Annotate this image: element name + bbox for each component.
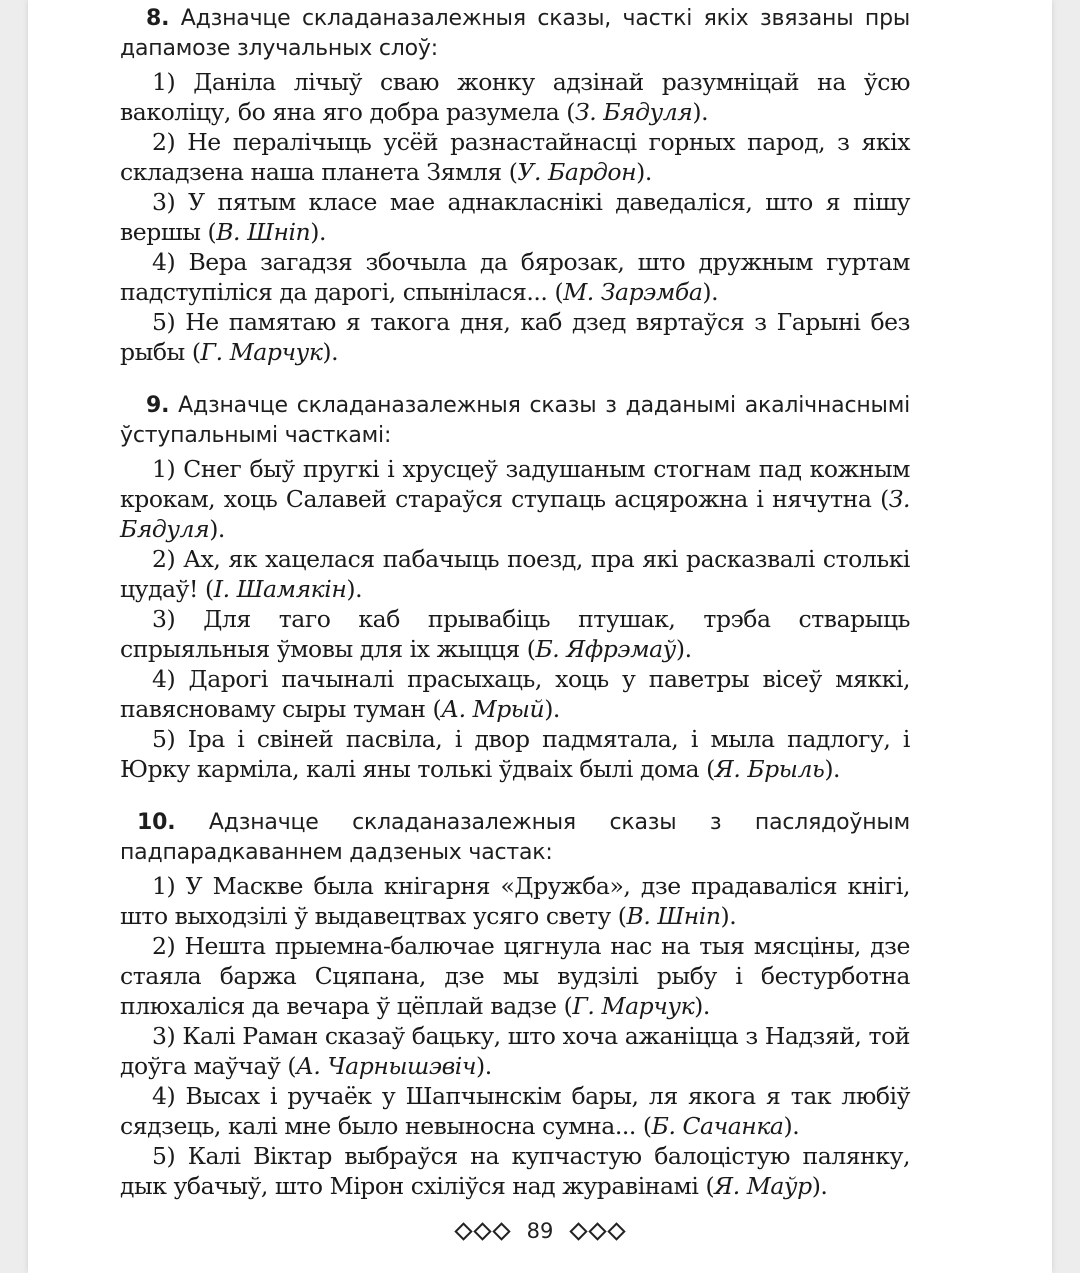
item-author: А. Мрый [441, 695, 545, 723]
item-text: 2) Ах, як хацелася пабачыць поезд, пра які расказвалі столькі цудаў! ( [120, 545, 910, 603]
item-end: ). [720, 902, 737, 930]
page-content [120, 4, 910, 1201]
item-author: Б. Яфрэмаў [535, 635, 676, 663]
item-text: 2) Нешта прыемна-балючае цягнула нас на тыя мясціны, дзе стаяла баржа Сцяпана, дзе мы вудзілі рыбу і бестурботна плюхаліся да вечара ў цёплай вадзе ( [120, 932, 910, 1020]
item-text: 1) У Маскве была кнігарня «Дружба», дзе прадаваліся кнігі, што выходзілі ў выдавецтвах усяго свету ( [120, 872, 910, 930]
diamond-icon [492, 1222, 510, 1240]
book-page [28, 0, 1052, 1273]
item-author: Г. Марчук [200, 338, 323, 366]
item-author: З. Бядуля [120, 485, 910, 543]
list-item [120, 247, 910, 307]
item-text: 1) Даніла лічыў сваю жонку адзінай разумніцай на ўсю ваколіцу, бо яна яго добра разумела ( [120, 68, 910, 126]
item-end: ). [783, 1112, 800, 1140]
page-footer [28, 1216, 1052, 1246]
item-text: 2) Не пералічыць усёй разнастайнасці горных парод, з якіх складзена наша планета Зямля ( [120, 128, 910, 186]
item-end: ). [702, 278, 719, 306]
item-text: 5) Не памятаю я такога дня, каб дзед вяртаўся з Гарыні без рыбы ( [120, 308, 910, 366]
diamond-icon [473, 1222, 491, 1240]
list-item [120, 931, 910, 1021]
item-author: М. Зарэмба [563, 278, 703, 306]
task-8 [120, 4, 910, 367]
diamond-icon [570, 1222, 588, 1240]
list-item [120, 454, 910, 544]
list-item [120, 127, 910, 187]
item-end: ). [209, 515, 225, 543]
item-end: ). [694, 992, 710, 1020]
item-author: А. Чарнышэвіч [296, 1052, 477, 1080]
list-item [120, 724, 910, 784]
item-text: 3) Калі Раман сказаў бацьку, што хоча ажаніцца з Надзяй, той доўга маўчаў ( [120, 1022, 910, 1080]
list-item [120, 1021, 910, 1081]
item-author: З. Бядуля [575, 98, 693, 126]
diamond-icon [454, 1222, 472, 1240]
item-author: Г. Марчук [572, 992, 695, 1020]
task-number: 8. [146, 6, 170, 31]
item-text: 4) Вера загадзя збочыла да бярозак, што дружным гуртам падступіліся да дарогі, спынілася... ( [120, 248, 910, 306]
list-item [120, 664, 910, 724]
item-end: ). [824, 755, 841, 783]
item-author: В. Шніп [216, 218, 311, 246]
diamond-ornament-icon [454, 1225, 511, 1238]
item-author: І. Шамякін [213, 575, 347, 603]
item-text: 4) Высах і ручаёк у Шапчынскім бары, ля якога я так любіў сядзець, калі мне было невыносна сумна... ( [120, 1082, 910, 1140]
item-text: 5) Іра і свіней пасвіла, і двор падмятала, і мыла падлогу, і Юрку карміла, калі яны толькі ўдваіх былі дома ( [120, 725, 910, 783]
item-end: ). [811, 1172, 828, 1200]
diamond-icon [589, 1222, 607, 1240]
item-author: В. Шніп [626, 902, 721, 930]
item-text: 4) Дарогі пачыналі прасыхаць, хоць у паветры вісеў мяккі, павясноваму сыры туман ( [120, 665, 910, 723]
item-text: 5) Калі Віктар выбраўся на купчастую балоцістую палянку, дык убачыў, што Мірон схіліўся над журавінамі ( [120, 1142, 910, 1200]
item-end: ). [310, 218, 326, 246]
task-title [120, 4, 910, 64]
task-title [120, 808, 910, 868]
list-item [120, 67, 910, 127]
item-end: ). [692, 98, 709, 126]
item-text: 1) Снег быў пругкі і хрусцеў задушаным стогнам пад кожным крокам, хоць Салавей стараўся ступаць асцярожна і нячутна ( [120, 455, 910, 513]
diamond-ornament-icon [569, 1225, 626, 1238]
item-author: У. Бардон [517, 158, 637, 186]
item-end: ). [476, 1052, 492, 1080]
item-text: 3) У пятым класе мае аднакласнікі даведаліся, што я пішу вершы ( [120, 188, 910, 246]
item-end: ). [675, 635, 692, 663]
item-author: Я. Брыль [714, 755, 825, 783]
list-item [120, 1081, 910, 1141]
task-instruction: Адзначце складаназалежныя сказы з даданымі акалічнаснымі ўступальнымі часткамі: [120, 393, 910, 448]
item-end: ). [346, 575, 363, 603]
task-instruction: Адзначце складаназалежныя сказы з паслядоўным падпарадкаваннем дадзеных частак: [120, 810, 910, 865]
list-item [120, 1141, 910, 1201]
task-number: 10. [137, 810, 176, 835]
list-item [120, 544, 910, 604]
item-end: ). [322, 338, 339, 366]
item-text: 3) Для таго каб прывабіць птушак, трэба стварыць спрыяльныя ўмовы для іх жыцця ( [120, 605, 910, 663]
item-end: ). [544, 695, 560, 723]
task-title [120, 391, 910, 451]
task-instruction: Адзначце складаназалежныя сказы, часткі якіх звязаны пры дапамозе злучальных слоў: [120, 6, 910, 61]
task-number: 9. [146, 393, 170, 418]
list-item [120, 187, 910, 247]
item-author: Я. Маўр [714, 1172, 812, 1200]
item-end: ). [636, 158, 652, 186]
page-number: 89 [526, 1219, 554, 1243]
list-item [120, 604, 910, 664]
task-10 [120, 808, 910, 1201]
item-author: Б. Сачанка [651, 1112, 784, 1140]
list-item [120, 871, 910, 931]
task-9 [120, 391, 910, 784]
list-item [120, 307, 910, 367]
diamond-icon [608, 1222, 626, 1240]
